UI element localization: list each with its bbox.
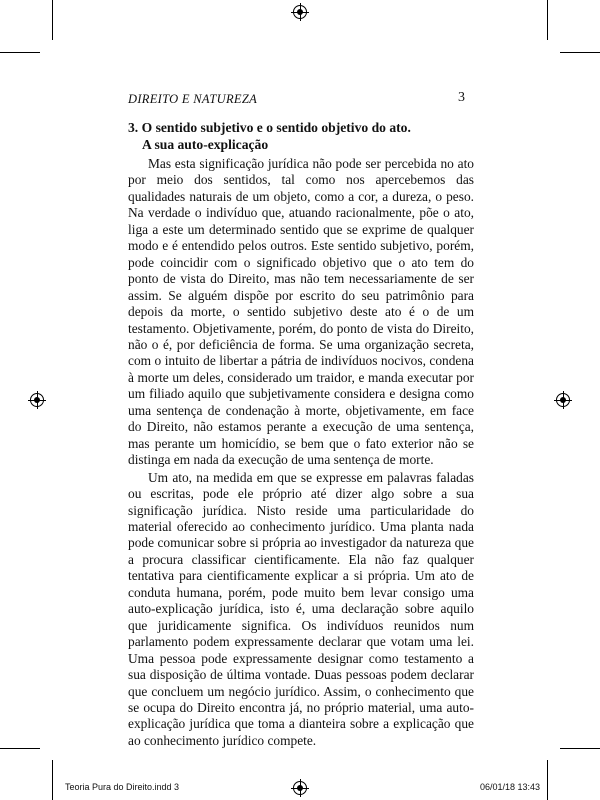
crop-mark [560,748,600,749]
registration-mark-icon [293,781,307,795]
section-heading [128,119,478,153]
crop-mark [547,0,548,40]
paragraph: Mas esta significação jurídica não pode ser percebida no ato por meio dos sentidos, tal como nos apercebemos das qualidades naturais de um objeto, como a cor, a dureza, o peso. Na verdade o indivíduo que, atuando racionalmente, põe o ato, liga a este um determinado sentido que se exprime de qualquer modo e é entendido pelos outros. Este sentido subjetivo, porém, pode coincidir com o significado objetivo que o ato tem do ponto de vista do Direito, mas não tem necessariamente de ser assim. Se alguém dispõe por escrito do seu patrimônio para depois da morte, o sentido subjetivo deste ato é o de um testamento. Objetivamente, porém, do ponto de vista do Direito, não o é, por deficiência de forma. Se uma organização secreta, com o intuito de libertar a pátria de indivíduos nocivos, condena à morte um deles, considerado um traidor, e manda executar por um filiado aquilo que subjetivamente considera e designa como uma sentença de condenação à morte, objetivamente, em face do Direito, não estamos perante a execução de uma sentença, mas perante um homicídio, se bem que o fato exterior não se distinga em nada da execução de uma sentença de morte. [128,156,474,468]
section-number: 3. [128,120,139,135]
paragraph: Um ato, na medida em que se expresse em palavras faladas ou escritas, pode ele próprio até dizer algo sobre a sua significação jurídica. Nisto reside uma particularidade do material oferecido ao conhecimento jurídico. Uma planta nada pode comunicar sobre si própria ao investigador da natureza que a procura classificar cientificamente. Ela não faz qualquer tentativa para cientificamente explicar a si própria. Um ato de conduta humana, porém, pode muito bem levar consigo uma auto-explicação jurídica, isto é, uma declaração sobre aquilo que juridicamente significa. Os indivíduos reunidos num parlamento podem expressamente declarar que votam uma lei. Uma pessoa pode expressamente designar como testamento a sua disposição de última vontade. Duas pessoas podem declarar que concluem um negócio jurídico. Assim, o conhecimento que se ocupa do Direito encontra já, no próprio material, uma auto-explicação jurídica que toma a dianteira sobre a explicação que ao conhecimento jurídico compete. [128,469,474,748]
page-number: 3 [458,90,465,105]
crop-mark [0,748,40,749]
section-title-line1: O sentido subjetivo e o sentido objetivo do ato. [141,120,411,135]
crop-mark [52,0,53,40]
slug-file: Teoria Pura do Direito.indd 3 [65,782,180,792]
section-title-line2: A sua auto-explicação [142,137,269,152]
crop-mark [0,52,40,53]
body-text [128,156,474,749]
crop-mark [547,760,548,800]
registration-mark-icon [556,393,570,407]
crop-mark [52,760,53,800]
crop-mark [560,52,600,53]
slug-datetime: 06/01/18 13:43 [480,782,541,792]
registration-mark-icon [293,5,307,19]
registration-mark-icon [30,393,44,407]
running-head: DIREITO E NATUREZA [128,92,258,106]
